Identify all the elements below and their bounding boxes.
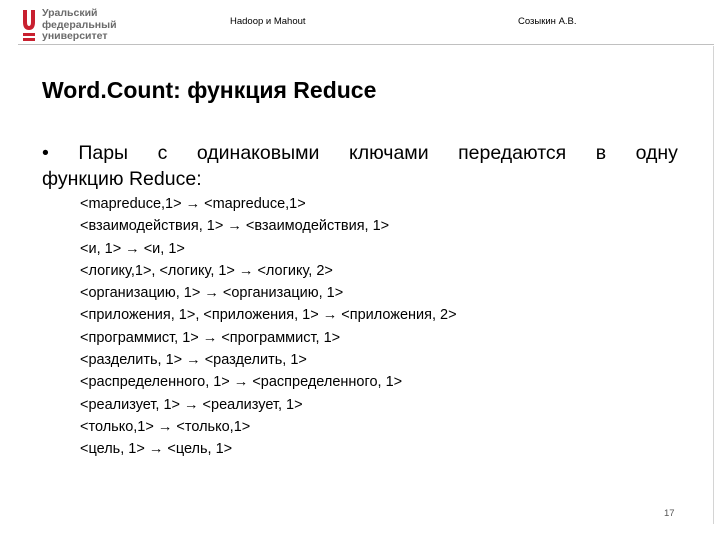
bullet-word: одинаковыми bbox=[196, 142, 320, 164]
slide-title: Word.Count: функция Reduce bbox=[42, 77, 377, 103]
pair-line: <организацию, 1> → <организацию, 1> bbox=[80, 285, 344, 302]
page-number: 17 bbox=[664, 508, 675, 519]
pair-line: <mapreduce,1> → <mapreduce,1> bbox=[80, 196, 306, 212]
reduce-pairs-list bbox=[80, 193, 457, 461]
pair-line: <реализует, 1> → <реализует, 1> bbox=[80, 396, 303, 413]
course-title: Hadoop и Mahout bbox=[230, 16, 306, 27]
right-margin-rule bbox=[713, 46, 714, 524]
logo-text-line1: Уральский bbox=[42, 7, 98, 19]
pair-line: <логику,1>, <логику, 1> → <логику, 2> bbox=[80, 262, 333, 279]
pair-line: <приложения, 1>, <приложения, 1> → <приложения, 2> bbox=[80, 307, 457, 324]
bullet-word: одну bbox=[635, 142, 678, 164]
logo-text-line3: университет bbox=[42, 30, 108, 42]
pair-line: <взаимодействия, 1> → <взаимодействия, 1> bbox=[80, 218, 390, 235]
university-logo bbox=[20, 8, 160, 44]
bullet-word: Пары bbox=[78, 142, 129, 164]
university-logo-mark bbox=[20, 8, 38, 42]
bullet-word: ключами bbox=[348, 142, 429, 164]
pair-line: <только,1> → <только,1> bbox=[80, 418, 251, 435]
pair-line: <разделить, 1> → <разделить, 1> bbox=[80, 352, 307, 369]
bullet-word: передаются bbox=[458, 142, 567, 164]
header-divider bbox=[18, 44, 714, 45]
pair-line: <и, 1> → <и, 1> bbox=[80, 240, 185, 257]
author-name: Созыкин А.В. bbox=[518, 16, 577, 27]
bullet-word: • bbox=[42, 142, 49, 164]
bullet-line-1 bbox=[42, 140, 678, 166]
pair-line: <распределенного, 1> → <распределенного, 1> bbox=[80, 374, 403, 391]
pair-line: <цель, 1> → <цель, 1> bbox=[80, 441, 233, 458]
bullet-word: с bbox=[157, 142, 168, 164]
bullet-word: в bbox=[595, 142, 607, 164]
bullet-line-2: функцию Reduce: bbox=[42, 168, 202, 190]
bullet-paragraph bbox=[42, 140, 678, 192]
pair-line: <программист, 1> → <программист, 1> bbox=[80, 329, 341, 346]
logo-text-line2: федеральный bbox=[42, 18, 117, 31]
